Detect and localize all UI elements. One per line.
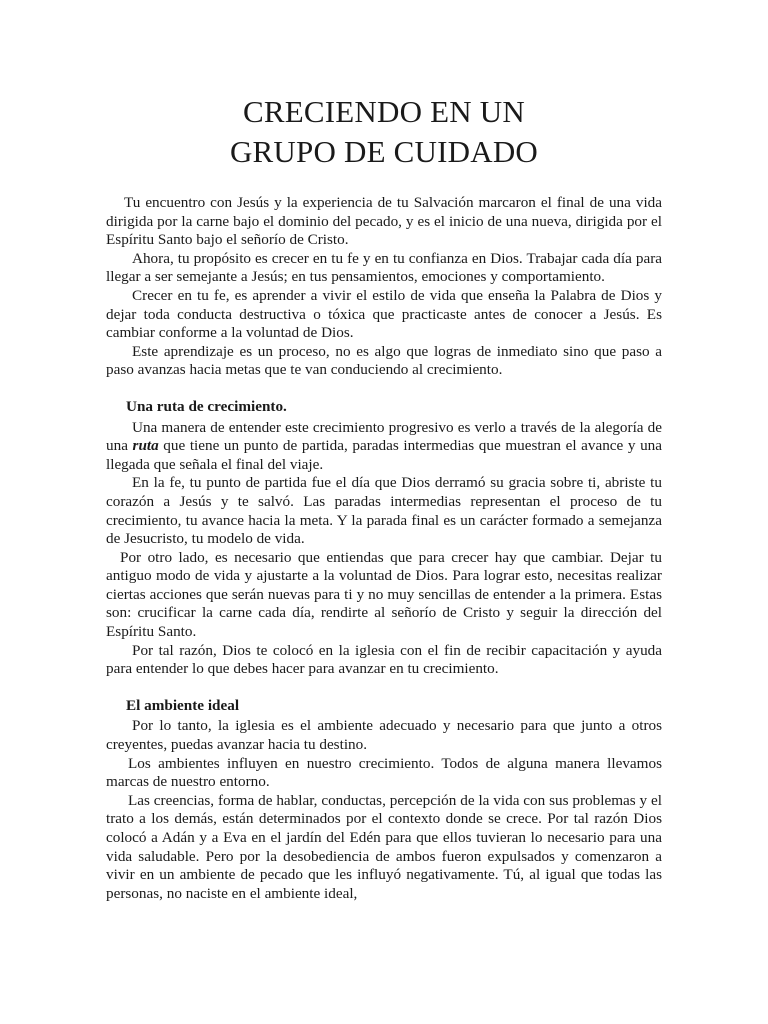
intro-section [106, 194, 662, 380]
intro-paragraph: Ahora, tu propósito es crecer en tu fe y en tu confianza en Dios. Trabajar cada día para llegar a ser semejante a Jesús; en tus pensamientos, emociones y comportamiento. [106, 249, 662, 286]
section-paragraph: Por tal razón, Dios te colocó en la iglesia con el fin de recibir capacitación y ayuda para entender lo que debes hacer para avanzar en tu crecimiento. [106, 641, 662, 678]
intro-paragraph: Este aprendizaje es un proceso, no es algo que logras de inmediato sino que paso a paso avanzas hacia metas que te van conduciendo al crecimiento. [106, 342, 662, 379]
document-page [106, 92, 662, 903]
intro-paragraph: Tu encuentro con Jesús y la experiencia de tu Salvación marcaron el final de una vida dirigida por la carne bajo el dominio del pecado, y es el inicio de una nueva, dirigida por el Espíritu Santo bajo el señorío de Cristo. [106, 194, 662, 249]
section-heading: El ambiente ideal [126, 696, 240, 714]
section-paragraph: Por lo tanto, la iglesia es el ambiente adecuado y necesario para que junto a otros creyentes, puedas avanzar hacia tu destino. [106, 717, 662, 754]
paragraph-text: Una manera de entender este crecimiento progresivo es verlo a través de la alegoría de una [106, 418, 662, 455]
intro-paragraph: Crecer en tu fe, es aprender a vivir el estilo de vida que enseña la Palabra de Dios y dejar toda conducta destructiva o tóxica que practicaste antes de conocer a Jesús. Es cambiar conforme a la voluntad de Dios. [106, 286, 662, 342]
section-paragraph: En la fe, tu punto de partida fue el día que Dios derramó su gracia sobre ti, abriste tu corazón a Jesús y te salvó. Las paradas intermedias representan el proceso de tu crecimiento, tu avance hacia la meta. Y la parada final es un carácter formado a semejanza de Jesucristo, tu modelo de vida. [106, 474, 662, 548]
title-line-1: CRECIENDO EN UN [243, 94, 525, 129]
section-ideal-environment [106, 697, 662, 904]
emphasis-text: ruta [132, 437, 159, 455]
section-paragraph: Los ambientes influyen en nuestro crecimiento. Todos de alguna manera llevamos marcas de nuestro entorno. [106, 754, 662, 791]
document-title [106, 92, 662, 172]
section-paragraph: Las creencias, forma de hablar, conductas, percepción de la vida con sus problemas y el trato a los demás, están determinados por el contexto donde se crece. Por tal razón Dios colocó a Adán y a Eva en el jardín del Edén para que ellos tuvieran lo necesario para una vida saludable. Pero por la desobediencia de ambos fueron expulsados y comenzaron a vivir en un ambiente de pecado que les influyó negativamente. Tú, al igual que todas las personas, no naciste en el ambiente ideal, [106, 791, 662, 902]
section-growth-route [106, 398, 662, 679]
section-heading: Una ruta de crecimiento. [126, 397, 287, 415]
paragraph-text: que tiene un punto de partida, paradas intermedias que muestran el avance y una llegada que señala el final del viaje. [106, 437, 662, 473]
section-paragraph: Por otro lado, es necesario que entiendas que para crecer hay que cambiar. Dejar tu antiguo modo de vida y ajustarte a la voluntad de Dios. Para lograr esto, necesitas realizar ciertas acciones que serán nuevas para ti y no muy sencillas de entender a la primera. Estas son: crucificar la carne cada día, rendirte al señorío de Cristo y seguir la dirección del Espíritu Santo. [106, 548, 662, 641]
title-line-2: GRUPO DE CUIDADO [229, 134, 539, 169]
section-paragraph [106, 419, 662, 475]
